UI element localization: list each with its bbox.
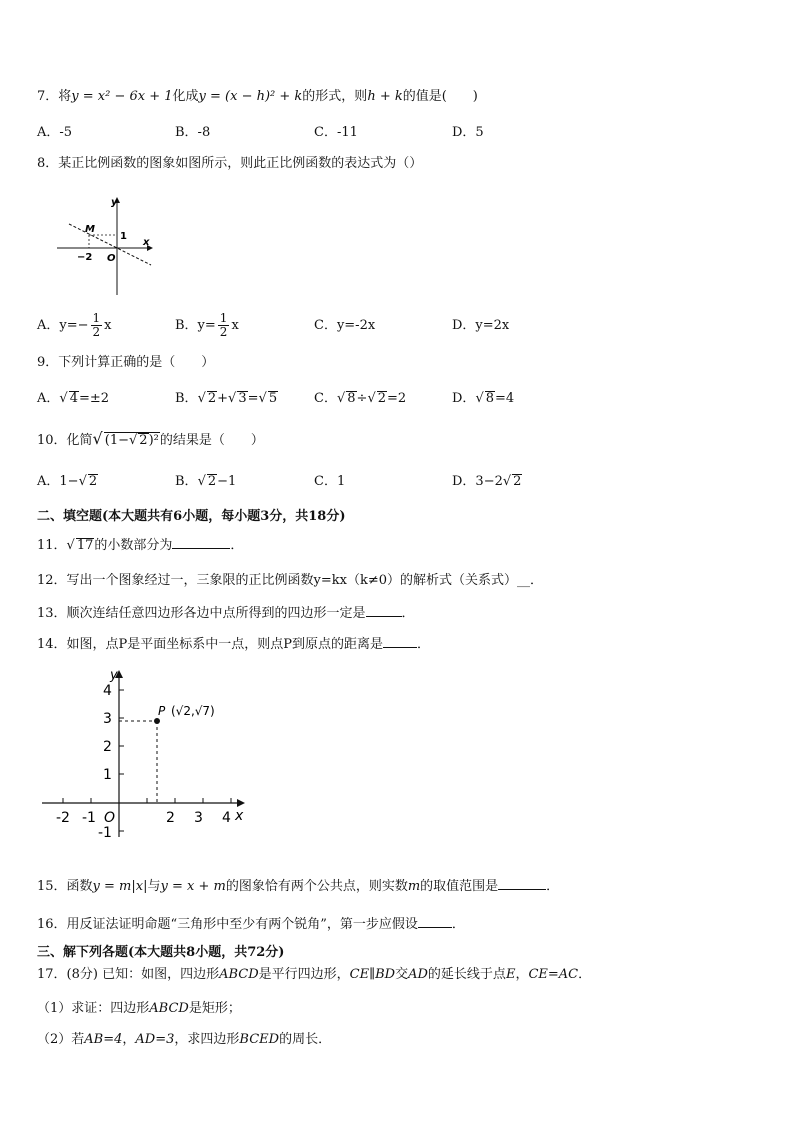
radical-sign: √ [502,474,512,489]
q10-prefix: 10．化简 [37,433,93,448]
q10-option-a [37,473,98,491]
q17-ce-bd: CE∥BD [349,967,396,982]
radical-sign: √ [66,538,75,553]
q9-a-prefix: A． [37,391,60,406]
q14-text: 14．如图，点P是平面坐标系中一点，则点P到原点的距离是 [37,637,384,652]
q9-b-radicand-1: 2 [207,391,217,406]
q9-option-b [175,390,278,408]
q7-suffix: 的形式，则 [302,89,368,104]
q9-a-radicand: 4 [69,391,78,406]
q10-suffix: 的结果是（ ） [159,433,264,448]
q9-c-radicand-2: 2 [377,391,387,406]
q9-option-d [452,390,514,408]
q17-sub2-d: AD=3 [135,1032,175,1047]
q8-b-suffix: x [231,318,239,333]
q15-answer-blank[interactable] [498,877,546,890]
radical-sign: √ [197,474,206,489]
q14-x-label: x [235,808,244,824]
q13-answer-blank[interactable] [366,604,402,617]
q11-radicand: 17 [76,538,94,553]
q17-abcd: ABCD [219,967,259,982]
q10-option-c: C．1 [314,474,346,489]
q10-d-radicand: 2 [513,474,522,489]
q9-option-c [314,390,406,408]
q9-d-prefix: D． [452,391,476,406]
question-12: 12．写出一个图象经过一，三象限的正比例函数y=kx（k≠0）的解析式（关系式）__． [37,573,544,588]
q8-b-num: 1 [219,311,228,325]
q14-point-label: P [158,704,166,718]
q15-mid: 与 [147,879,161,894]
q16-answer-blank[interactable] [418,915,452,928]
q8-point-m: M [85,224,95,235]
q10-radicand-post: )² [148,433,159,448]
q7-option-d: D．5 [452,125,484,140]
radical-sign: √ [92,429,103,448]
q14-x-arrow [237,799,245,807]
q8-option-b [175,312,239,339]
q8-option-d: D．y=2x [452,318,510,333]
q17-text-f: ． [578,967,592,982]
question-14 [37,635,430,654]
q8-a-fraction [91,312,103,339]
q10-b-prefix: B． [175,474,198,489]
q14-xtick-label-3: 3 [194,810,203,826]
q7-expression-1: y = x² − 6x + 1 [71,89,173,104]
q8-origin: O [107,253,116,264]
q7-end: 的值是( ) [402,89,478,104]
q17-sub-2 [37,1031,331,1049]
q14-xtick-label-4: 4 [222,810,231,826]
q11-prefix: 11． [37,538,67,553]
q10-a-radicand: 2 [88,474,98,489]
q10-option-d [452,473,522,491]
radical-sign: √ [197,391,206,406]
q8-x-label: x [143,237,150,248]
question-11 [37,536,243,555]
q7-expression-2: y = (x − h)² + k [198,89,303,104]
q14-xtick-label-neg1: -1 [82,810,96,826]
q17-sub1-a: （1）求证：四边形 [37,1001,150,1016]
q15-suffix: 的图象恰有两个公共点，则实数 [225,879,408,894]
q10-radicand-inner: 2 [139,433,148,448]
q10-b-rest: −1 [217,474,237,489]
q17-sub-1 [37,1000,241,1018]
radical-sign: √ [228,391,237,406]
q17-sub2-c: ， [122,1032,136,1047]
q9-c-rest: =2 [387,391,407,406]
q14-answer-blank[interactable] [383,635,417,648]
q17-sub1-b: ABCD [149,1001,189,1016]
q9-d-rest: =4 [495,391,515,406]
q9-b-eq: = [247,391,259,406]
q17-sub2-f: BCED [239,1032,280,1047]
radical-sign: √ [367,391,376,406]
q11-suffix: 的小数部分为 [94,538,173,553]
q15-expression-2: y = x + m [160,879,226,894]
q14-point-coord: (√2,√7) [171,704,215,718]
q17-text-b: 是平行四边形， [258,967,350,982]
q9-b-radicand-3: 5 [268,391,278,406]
q8-y-label: y [111,197,118,208]
question-17 [37,966,591,984]
radical-sign: √ [336,391,346,406]
q10-d-prefix: D．3−2 [452,474,503,489]
q8-tick-1: 1 [120,231,127,242]
q10-a-prefix: A．1− [37,474,79,489]
q17-sub2-e: ，求四边形 [174,1032,240,1047]
q15-variable: m [407,879,421,894]
q10-radicand-pre: (1− [104,433,129,448]
q17-text-a: 17．(8分) 已知：如图，四边形 [37,967,220,982]
q8-option-a [37,312,112,339]
q8-graph [55,195,165,300]
q9-b-radicand-2: 3 [238,391,247,406]
q8-a-prefix: A．y=− [37,318,89,333]
q11-answer-blank[interactable] [172,536,230,549]
q8-a-den: 2 [92,325,101,339]
q9-b-op: + [217,391,229,406]
question-10 [37,430,264,450]
q14-point-p [154,718,160,724]
q10-radicand [104,432,160,448]
q8-option-c: C．y=-2x [314,318,376,333]
q14-xtick-label-neg2: -2 [56,810,70,826]
q14-origin: O [104,810,116,826]
q15-tail: ． [546,879,560,894]
radical-sign: √ [78,474,87,489]
q14-ytick-label-4: 4 [103,683,112,699]
question-9: 9．下列计算正确的是（ ） [37,355,215,370]
question-16 [37,915,465,934]
q17-e: E [505,967,516,982]
q13-end: ． [401,606,415,621]
q9-b-prefix: B． [175,391,198,406]
q14-end: ． [417,637,431,652]
q8-a-suffix: x [104,318,112,333]
q7-mid: 化成 [172,89,199,104]
q17-sub2-a: （2）若 [37,1032,85,1047]
q14-ytick-label-3: 3 [103,711,112,727]
q8-b-prefix: B．y= [175,318,216,333]
q14-ytick-label-1: 1 [103,767,112,783]
q17-sub1-c: 是矩形； [188,1001,241,1016]
q17-text-e: ， [515,967,529,982]
question-8: 8．某正比例函数的图象如图所示，则此正比例函数的表达式为（） [37,156,423,171]
q17-ce-ac: CE=AC [528,967,579,982]
q7-expression-3: h + k [367,89,403,104]
q8-b-fraction [218,312,230,339]
q14-xtick-label-2: 2 [166,810,175,826]
q17-sub2-g: 的周长． [279,1032,332,1047]
q9-c-radicand-1: 8 [347,391,356,406]
radical-sign: √ [258,391,267,406]
q17-text-d: 的延长线于点 [427,967,506,982]
q13-text: 13．顺次连结任意四边形各边中点所得到的四边形一定是 [37,606,366,621]
q8-tick-neg2: −2 [77,252,93,263]
q7-option-a: A．-5 [37,125,73,140]
section-3-heading: 三、解下列各题(本大题共8小题，共72分) [37,945,285,960]
q8-a-num: 1 [92,311,101,325]
q8-b-den: 2 [219,325,228,339]
q9-a-rest: =±2 [78,391,110,406]
radical-sign: √ [129,433,138,448]
radical-sign: √ [475,391,484,406]
q17-sub2-b: AB=4 [84,1032,123,1047]
q16-text: 16．用反证法证明命题“三角形中至少有两个锐角”，第一步应假设 [37,917,418,932]
q10-b-radicand: 2 [207,474,217,489]
q14-y-label: y [110,668,118,683]
q14-ytick-label-2: 2 [103,739,112,755]
question-15 [37,877,559,896]
q15-prefix: 15．函数 [37,879,93,894]
q10-option-b [175,473,236,491]
q9-d-radicand: 8 [485,391,495,406]
q15-end: 的取值范围是 [420,879,499,894]
q14-graph [38,665,253,855]
q9-c-prefix: C． [314,391,337,406]
q16-end: ． [451,917,465,932]
q7-option-c: C．-11 [314,125,358,140]
q9-c-op: ÷ [356,391,368,406]
q7-option-b: B．-8 [175,125,211,140]
q14-ytick-label-neg1: -1 [98,825,112,841]
q7-prefix: 7．将 [37,89,72,104]
q9-option-a [37,390,109,408]
question-13 [37,604,415,623]
q11-end: ． [230,538,244,553]
section-2-heading: 二、填空题(本大题共有6小题，每小题3分，共18分) [37,509,346,524]
q17-ad: AD [408,967,428,982]
q17-text-c: 交 [395,967,409,982]
q15-expression-1: y = m|x| [92,879,148,894]
radical-sign: √ [59,391,68,406]
question-7 [37,88,478,106]
